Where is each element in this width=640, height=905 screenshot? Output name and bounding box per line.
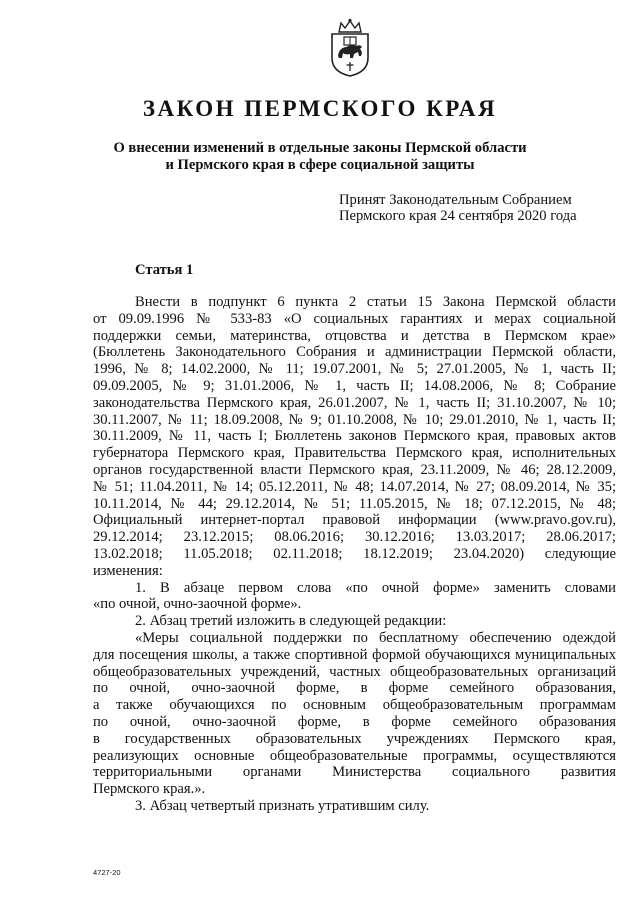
law-title: ЗАКОН ПЕРМСКОГО КРАЯ bbox=[142, 96, 498, 121]
text-line: «Меры социальной поддержки по бесплатному обеспечению одеждой bbox=[135, 629, 616, 646]
article-heading: Статья 1 bbox=[135, 262, 194, 278]
article-body bbox=[93, 294, 616, 815]
text-line: (Бюллетень Законодательного Собрания и администрации Пермской области, bbox=[93, 344, 616, 361]
text-line: по очной, очно-заочной форме, в форме семейного образования, bbox=[93, 680, 616, 697]
text-line: 09.09.2005, № 9; 31.01.2006, № 1, часть II; 14.08.2006, № 8; Собрание bbox=[93, 377, 616, 394]
text-line: 30.11.2007, № 11; 18.09.2008, № 9; 01.10.2008, № 10; 29.01.2010, № 1, часть II; bbox=[93, 411, 616, 428]
text-line: 10.11.2014, № 44; 29.12.2014, № 51; 11.05.2015, № 18; 07.12.2015, № 48; bbox=[93, 495, 616, 512]
text-line: по очной, очно-заочной форме, в форме семейного образования bbox=[93, 713, 616, 730]
law-subject-line-2: и Пермского края в сфере социальной защиты bbox=[165, 157, 475, 173]
text-line: 3. Абзац четвертый признать утратившим силу. bbox=[135, 797, 430, 814]
law-subject-line-1: О внесении изменений в отдельные законы Пермской области bbox=[113, 140, 527, 156]
text-line: губернатора Пермского края, Правительства Пермского края, исполнительных bbox=[93, 445, 616, 462]
adoption-note-line-2: Пермского края 24 сентября 2020 года bbox=[339, 208, 577, 224]
text-line: законодательства Пермского края, 26.01.2007, № 1, часть II; 31.10.2007, № 10; bbox=[93, 394, 616, 411]
text-line: от 09.09.1996 № 533-83 «О социальных гарантиях и мерах социальной bbox=[93, 310, 616, 327]
text-line: общеобразовательных учреждений, частных общеобразовательных организаций bbox=[93, 663, 616, 680]
text-line: изменения: bbox=[93, 562, 163, 579]
coat-of-arms-icon bbox=[327, 18, 373, 78]
adoption-note-line-1: Принят Законодательным Собранием bbox=[339, 192, 572, 208]
text-line: 1. В абзаце первом слова «по очной форме» заменить словами bbox=[135, 579, 616, 596]
text-line: Официальный интернет-портал правовой информации (www.pravo.gov.ru), bbox=[93, 512, 616, 529]
text-line: для посещения школы, а также спортивной формой обучающихся муниципальных bbox=[93, 646, 616, 663]
text-line: Пермского края.». bbox=[93, 781, 206, 798]
text-line: 30.11.2009, № 11, часть I; Бюллетень законов Пермского края, правовых актов bbox=[93, 428, 616, 445]
text-line: 2. Абзац третий изложить в следующей редакции: bbox=[135, 613, 447, 630]
text-line: «по очной, очно-заочной форме». bbox=[93, 596, 302, 613]
adoption-note bbox=[339, 192, 577, 224]
text-line: а также обучающихся по основным общеобразовательным программам bbox=[93, 697, 616, 714]
text-line: в государственных образовательных учреждениях Пермского края, bbox=[93, 730, 616, 747]
text-line: 1996, № 8; 14.02.2000, № 11; 19.07.2001, № 5; 27.01.2005, № 1, часть II; bbox=[93, 361, 616, 378]
text-line: Внести в подпункт 6 пункта 2 статьи 15 Закона Пермской области bbox=[135, 294, 616, 310]
text-line: территориальными органами Министерства социального развития bbox=[93, 764, 616, 781]
text-line: № 51; 11.04.2011, № 14; 05.12.2011, № 48; 14.07.2014, № 27; 08.09.2014, № 35; bbox=[93, 478, 616, 495]
text-line: 13.02.2018; 11.05.2018; 02.11.2018; 18.12.2019; 23.04.2020) следующие bbox=[93, 545, 616, 562]
text-line: поддержки семьи, материнства, отцовства и детства в Пермском крае» bbox=[93, 327, 616, 344]
law-subject bbox=[0, 140, 640, 174]
text-line: 29.12.2014; 23.12.2015; 08.06.2016; 30.12.2016; 13.03.2017; 28.06.2017; bbox=[93, 529, 616, 546]
text-line: органов государственной власти Пермского края, 23.11.2009, № 46; 28.12.2009, bbox=[93, 461, 616, 478]
document-number: 4727-20 bbox=[93, 868, 121, 877]
text-line: реализующих основные общеобразовательные программы, осуществляются bbox=[93, 747, 616, 764]
